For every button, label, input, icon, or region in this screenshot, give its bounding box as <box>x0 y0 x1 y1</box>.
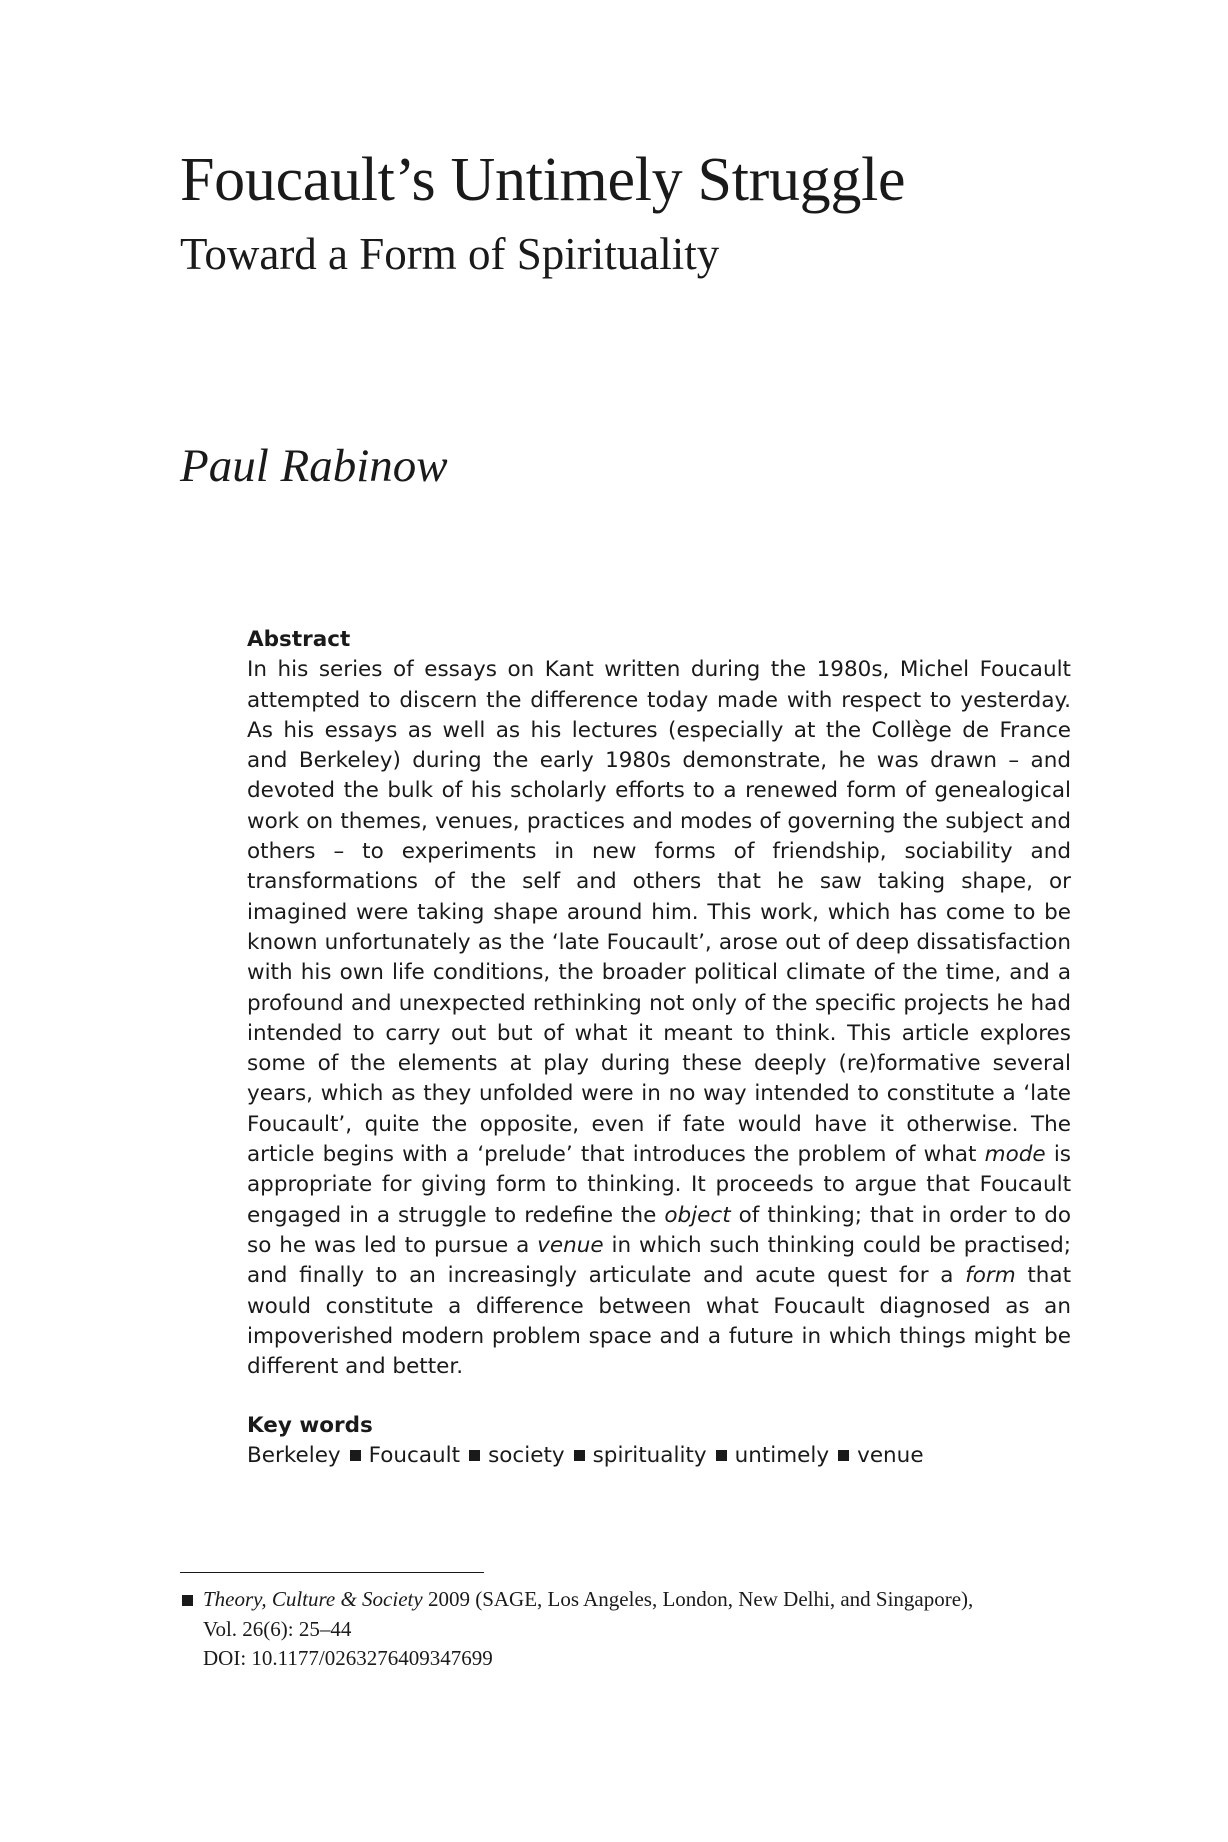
keyword: Berkeley <box>247 1443 341 1469</box>
abstract-text-segment: of thinking; that in order to do so he was led to pursue a <box>247 1202 1072 1258</box>
abstract-heading: Abstract <box>247 627 351 652</box>
square-bullet-icon <box>182 1595 193 1606</box>
keywords-section <box>247 1411 1071 1472</box>
square-bullet-icon <box>838 1450 849 1461</box>
citation-line-1 <box>203 1585 1080 1615</box>
footnote-divider <box>180 1572 484 1573</box>
abstract-emphasis: object <box>664 1202 731 1228</box>
keyword: society <box>488 1443 565 1469</box>
keyword: spirituality <box>592 1443 707 1469</box>
article-title: Foucault’s Untimely Struggle <box>180 146 906 214</box>
citation-footnote <box>180 1585 1080 1674</box>
abstract-text-segment: is appropriate for giving form to thinking. It proceeds to argue that Foucault engaged in a struggle to redefine the <box>247 1142 1071 1228</box>
abstract-emphasis: mode <box>984 1142 1046 1168</box>
keywords-list <box>247 1441 1071 1471</box>
square-bullet-icon <box>574 1450 585 1461</box>
abstract-section <box>247 625 1071 1382</box>
abstract-text-segment: In his series of essays on Kant written during the 1980s, Michel Foucault attempted to discern the difference today made with respect to yesterday. As his essays as well as his lectures (especially at the Collège de France and Berkeley) during the early 1980s demonstrate, he was drawn – and devoted the bulk of his scholarly efforts to a renewed form of genealogical work on themes, venues, practices and modes of governing the subject and others – to experiments in new forms of friendship, sociability and transformations of the self and others that he saw taking shape, or imagined were taking shape around him. This work, which has come to be known unfortunately as the ‘late Foucault’, arose out of deep dissatisfaction with his own life conditions, the broader political climate of the time, and a profound and unexpected rethinking not only of the specific projects he had intended to carry out but of what it meant to think. This article explores some of the elements at play during these deeply (re)formative several years, which as they unfolded were in no way intended to constitute a ‘late Foucault’, quite the opposite, even if fate would have it otherwise. The article begins with a ‘prelude’ that introduces the problem of what <box>247 657 1071 1168</box>
keyword: untimely <box>734 1443 830 1469</box>
author-name: Paul Rabinow <box>180 440 448 492</box>
doi: DOI: 10.1177/0263276409347699 <box>203 1646 493 1670</box>
square-bullet-icon <box>716 1450 727 1461</box>
journal-name: Theory, Culture & Society <box>203 1587 423 1611</box>
volume-pages: Vol. 26(6): 25–44 <box>203 1616 352 1641</box>
square-bullet-icon <box>469 1450 480 1461</box>
keyword: venue <box>857 1443 924 1469</box>
keyword: Foucault <box>368 1443 461 1469</box>
publication-info: 2009 (SAGE, Los Angeles, London, New Delhi, and Singapore), <box>422 1587 974 1611</box>
keywords-heading: Key words <box>247 1413 373 1438</box>
article-subtitle: Toward a Form of Spirituality <box>180 229 720 279</box>
abstract-emphasis: venue <box>537 1232 604 1258</box>
abstract-text-segment: that would constitute a difference between what Foucault diagnosed as an impoverished modern problem space and a future in which things might be different and better. <box>247 1263 1071 1380</box>
square-bullet-icon <box>350 1450 361 1461</box>
abstract-body <box>247 655 1071 1382</box>
abstract-emphasis: form <box>965 1263 1016 1289</box>
abstract-text-segment: in which such thinking could be practised; and finally to an increasingly articulate and acute quest for a <box>247 1232 1071 1289</box>
